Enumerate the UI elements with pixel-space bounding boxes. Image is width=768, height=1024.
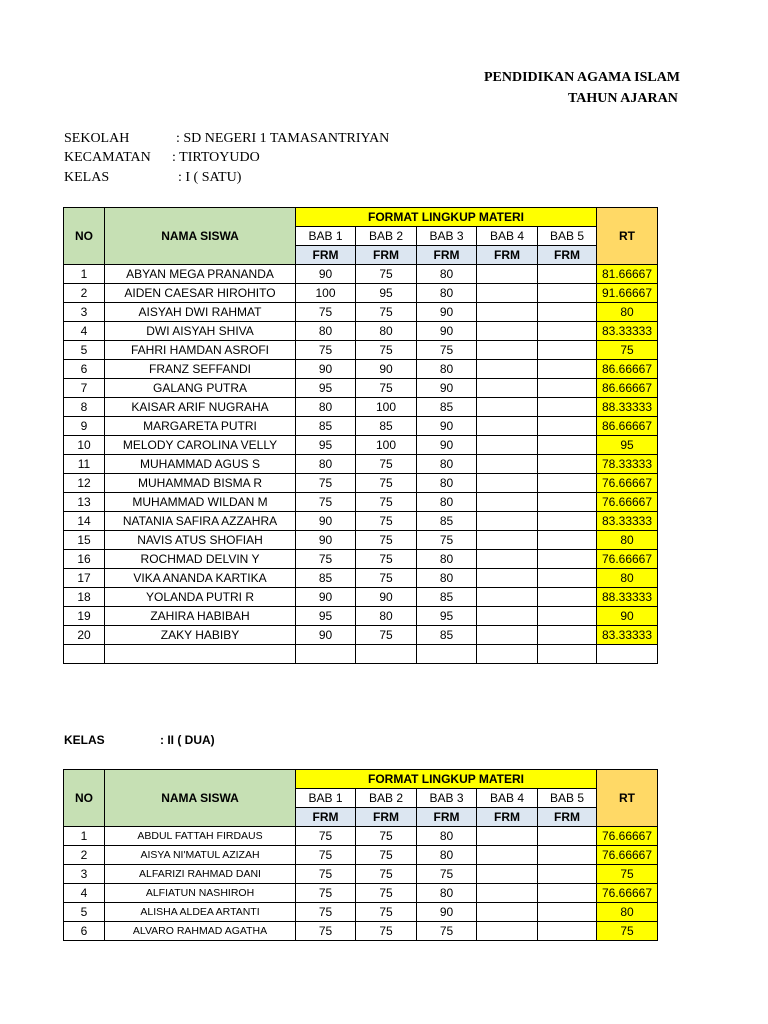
cell-rt: 88.33333 <box>597 398 658 417</box>
cell-bab-5 <box>538 265 597 284</box>
cell-bab-1: 90 <box>296 531 356 550</box>
cell-bab-3: 80 <box>417 884 477 903</box>
cell-bab-3: 80 <box>417 846 477 865</box>
cell-bab-5 <box>538 645 597 664</box>
cell-bab-3: 95 <box>417 607 477 626</box>
table-row <box>64 626 658 645</box>
cell-bab-5 <box>538 884 597 903</box>
cell-nama: ALISHA ALDEA ARTANTI <box>105 903 296 922</box>
cell-bab-4 <box>477 550 538 569</box>
cell-bab-2: 75 <box>356 303 417 322</box>
cell-bab-1: 90 <box>296 512 356 531</box>
table-row <box>64 903 658 922</box>
table-row <box>64 922 658 941</box>
cell-bab-4 <box>477 455 538 474</box>
cell-no: 2 <box>64 284 105 303</box>
cell-bab-3: 80 <box>417 827 477 846</box>
cell-no: 5 <box>64 341 105 360</box>
cell-nama: MUHAMMAD AGUS S <box>105 455 296 474</box>
header-bab-5: BAB 5 <box>538 227 597 246</box>
table-row <box>64 360 658 379</box>
header-bab-2: BAB 2 <box>356 227 417 246</box>
cell-no <box>64 645 105 664</box>
table-row <box>64 827 658 846</box>
cell-bab-2: 75 <box>356 827 417 846</box>
cell-nama: VIKA ANANDA KARTIKA <box>105 569 296 588</box>
cell-no: 17 <box>64 569 105 588</box>
cell-rt: 91.66667 <box>597 284 658 303</box>
cell-bab-2: 100 <box>356 436 417 455</box>
cell-bab-5 <box>538 903 597 922</box>
cell-nama: FAHRI HAMDAN ASROFI <box>105 341 296 360</box>
cell-rt: 86.66667 <box>597 379 658 398</box>
cell-bab-4 <box>477 531 538 550</box>
cell-bab-3: 80 <box>417 493 477 512</box>
cell-bab-5 <box>538 588 597 607</box>
cell-rt: 86.66667 <box>597 417 658 436</box>
cell-bab-4 <box>477 827 538 846</box>
cell-bab-2: 75 <box>356 341 417 360</box>
cell-no: 16 <box>64 550 105 569</box>
cell-nama: GALANG PUTRA <box>105 379 296 398</box>
cell-bab-1: 90 <box>296 588 356 607</box>
cell-bab-2: 75 <box>356 512 417 531</box>
cell-rt: 83.33333 <box>597 626 658 645</box>
table-row <box>64 884 658 903</box>
cell-bab-1: 75 <box>296 474 356 493</box>
cell-bab-4 <box>477 645 538 664</box>
cell-no: 1 <box>64 827 105 846</box>
cell-bab-2: 75 <box>356 569 417 588</box>
cell-bab-5 <box>538 922 597 941</box>
table-row <box>64 341 658 360</box>
cell-bab-5 <box>538 398 597 417</box>
cell-bab-5 <box>538 607 597 626</box>
cell-bab-2: 75 <box>356 474 417 493</box>
cell-bab-4 <box>477 436 538 455</box>
cell-no: 12 <box>64 474 105 493</box>
header-bab-3: BAB 3 <box>417 227 477 246</box>
table-row <box>64 303 658 322</box>
table-row <box>64 474 658 493</box>
cell-bab-4 <box>477 322 538 341</box>
header-bab-4: BAB 4 <box>477 227 538 246</box>
cell-bab-5 <box>538 846 597 865</box>
cell-bab-2: 95 <box>356 284 417 303</box>
cell-bab-1: 75 <box>296 903 356 922</box>
cell-bab-5 <box>538 379 597 398</box>
cell-nama: ZAHIRA HABIBAH <box>105 607 296 626</box>
cell-bab-3: 80 <box>417 360 477 379</box>
cell-bab-4 <box>477 474 538 493</box>
cell-bab-3: 80 <box>417 569 477 588</box>
cell-bab-4 <box>477 398 538 417</box>
cell-bab-5 <box>538 474 597 493</box>
cell-nama: ABYAN MEGA PRANANDA <box>105 265 296 284</box>
cell-rt: 80 <box>597 303 658 322</box>
cell-bab-1: 85 <box>296 417 356 436</box>
cell-rt: 83.33333 <box>597 322 658 341</box>
header-nama-siswa: NAMA SISWA <box>105 770 296 827</box>
cell-nama: ALVARO RAHMAD AGATHA <box>105 922 296 941</box>
header-format-lingkup: FORMAT LINGKUP MATERI <box>296 770 597 789</box>
header-no: NO <box>64 770 105 827</box>
cell-rt: 76.66667 <box>597 550 658 569</box>
cell-bab-3: 80 <box>417 550 477 569</box>
cell-bab-1: 75 <box>296 865 356 884</box>
cell-bab-4 <box>477 922 538 941</box>
cell-bab-4 <box>477 884 538 903</box>
cell-bab-2: 75 <box>356 846 417 865</box>
cell-bab-1: 75 <box>296 884 356 903</box>
cell-bab-2: 75 <box>356 884 417 903</box>
cell-bab-3: 80 <box>417 265 477 284</box>
cell-bab-2: 90 <box>356 588 417 607</box>
header-format-lingkup: FORMAT LINGKUP MATERI <box>296 208 597 227</box>
cell-rt: 86.66667 <box>597 360 658 379</box>
header-frm: FRM <box>296 808 356 827</box>
cell-nama: KAISAR ARIF NUGRAHA <box>105 398 296 417</box>
kecamatan-label: KECAMATAN <box>64 150 151 165</box>
cell-bab-5 <box>538 417 597 436</box>
cell-nama: NATANIA SAFIRA AZZAHRA <box>105 512 296 531</box>
cell-bab-1: 75 <box>296 550 356 569</box>
cell-nama: ALFIATUN NASHIROH <box>105 884 296 903</box>
grade-table-kelas-1 <box>63 207 658 664</box>
cell-rt: 76.66667 <box>597 474 658 493</box>
cell-rt: 80 <box>597 569 658 588</box>
cell-bab-4 <box>477 303 538 322</box>
cell-bab-1: 75 <box>296 846 356 865</box>
cell-rt: 76.66667 <box>597 493 658 512</box>
cell-bab-3: 85 <box>417 398 477 417</box>
cell-no: 3 <box>64 865 105 884</box>
cell-bab-5 <box>538 550 597 569</box>
cell-no: 13 <box>64 493 105 512</box>
cell-bab-3: 80 <box>417 455 477 474</box>
cell-bab-4 <box>477 417 538 436</box>
cell-no: 7 <box>64 379 105 398</box>
table-row <box>64 493 658 512</box>
cell-bab-2: 100 <box>356 398 417 417</box>
table-body <box>64 208 658 664</box>
cell-nama: NAVIS ATUS SHOFIAH <box>105 531 296 550</box>
cell-rt: 76.66667 <box>597 846 658 865</box>
cell-bab-5 <box>538 512 597 531</box>
cell-rt: 81.66667 <box>597 265 658 284</box>
cell-no: 20 <box>64 626 105 645</box>
header-frm: FRM <box>477 246 538 265</box>
cell-bab-3: 85 <box>417 626 477 645</box>
cell-bab-4 <box>477 846 538 865</box>
grade-table-kelas-2 <box>63 769 658 941</box>
table-row <box>64 284 658 303</box>
header-bab-4: BAB 4 <box>477 789 538 808</box>
cell-bab-4 <box>477 284 538 303</box>
cell-bab-4 <box>477 360 538 379</box>
cell-bab-1: 85 <box>296 569 356 588</box>
cell-bab-5 <box>538 569 597 588</box>
cell-bab-4 <box>477 865 538 884</box>
table-row <box>64 436 658 455</box>
cell-no: 6 <box>64 360 105 379</box>
header-rt: RT <box>597 208 658 265</box>
cell-nama: ROCHMAD DELVIN Y <box>105 550 296 569</box>
cell-bab-3 <box>417 645 477 664</box>
document-subtitle: TAHUN AJARAN <box>568 91 678 106</box>
cell-rt: 80 <box>597 903 658 922</box>
cell-bab-4 <box>477 341 538 360</box>
cell-bab-5 <box>538 322 597 341</box>
cell-bab-1: 75 <box>296 827 356 846</box>
cell-bab-3: 75 <box>417 922 477 941</box>
cell-bab-3: 90 <box>417 303 477 322</box>
cell-bab-2: 85 <box>356 417 417 436</box>
cell-bab-3: 80 <box>417 474 477 493</box>
cell-bab-2: 80 <box>356 322 417 341</box>
cell-bab-1: 80 <box>296 455 356 474</box>
cell-no: 15 <box>64 531 105 550</box>
cell-no: 2 <box>64 846 105 865</box>
cell-bab-5 <box>538 436 597 455</box>
cell-no: 1 <box>64 265 105 284</box>
cell-rt: 75 <box>597 341 658 360</box>
cell-bab-1: 90 <box>296 626 356 645</box>
cell-bab-4 <box>477 265 538 284</box>
cell-bab-2: 75 <box>356 550 417 569</box>
cell-rt <box>597 645 658 664</box>
cell-rt: 83.33333 <box>597 512 658 531</box>
cell-bab-1: 90 <box>296 360 356 379</box>
cell-bab-4 <box>477 512 538 531</box>
cell-bab-2: 80 <box>356 607 417 626</box>
cell-no: 3 <box>64 303 105 322</box>
cell-bab-4 <box>477 379 538 398</box>
kelas-2-label: KELAS <box>64 733 105 747</box>
sekolah-label: SEKOLAH <box>64 131 130 146</box>
kelas-value: : I ( SATU) <box>178 170 242 185</box>
cell-bab-3: 85 <box>417 512 477 531</box>
cell-bab-3: 90 <box>417 436 477 455</box>
cell-bab-1: 100 <box>296 284 356 303</box>
header-no: NO <box>64 208 105 265</box>
table-row <box>64 417 658 436</box>
cell-bab-4 <box>477 493 538 512</box>
table-row <box>64 398 658 417</box>
cell-rt: 75 <box>597 865 658 884</box>
cell-nama: MELODY CAROLINA VELLY <box>105 436 296 455</box>
cell-nama: AISYA NI'MATUL AZIZAH <box>105 846 296 865</box>
cell-bab-5 <box>538 865 597 884</box>
kecamatan-value: : TIRTOYUDO <box>172 150 260 165</box>
header-frm: FRM <box>356 808 417 827</box>
cell-bab-5 <box>538 341 597 360</box>
header-bab-1: BAB 1 <box>296 227 356 246</box>
cell-nama: MUHAMMAD BISMA R <box>105 474 296 493</box>
cell-no: 18 <box>64 588 105 607</box>
cell-bab-2: 75 <box>356 531 417 550</box>
table-row <box>64 550 658 569</box>
cell-nama <box>105 645 296 664</box>
header-bab-2: BAB 2 <box>356 789 417 808</box>
cell-bab-1: 75 <box>296 493 356 512</box>
cell-no: 19 <box>64 607 105 626</box>
header-frm: FRM <box>417 808 477 827</box>
header-frm: FRM <box>356 246 417 265</box>
cell-rt: 95 <box>597 436 658 455</box>
cell-nama: DWI AISYAH SHIVA <box>105 322 296 341</box>
cell-bab-3: 80 <box>417 284 477 303</box>
cell-no: 10 <box>64 436 105 455</box>
cell-bab-1: 80 <box>296 322 356 341</box>
cell-bab-3: 75 <box>417 341 477 360</box>
cell-bab-2: 75 <box>356 379 417 398</box>
table-row <box>64 379 658 398</box>
cell-nama: AISYAH DWI RAHMAT <box>105 303 296 322</box>
cell-nama: MARGARETA PUTRI <box>105 417 296 436</box>
cell-bab-5 <box>538 493 597 512</box>
table-row <box>64 846 658 865</box>
table-body <box>64 770 658 941</box>
cell-no: 8 <box>64 398 105 417</box>
header-bab-3: BAB 3 <box>417 789 477 808</box>
cell-bab-2: 75 <box>356 865 417 884</box>
table-row <box>64 322 658 341</box>
cell-bab-3: 90 <box>417 417 477 436</box>
cell-bab-1: 75 <box>296 341 356 360</box>
cell-bab-1: 75 <box>296 303 356 322</box>
cell-no: 11 <box>64 455 105 474</box>
sekolah-value: : SD NEGERI 1 TAMASANTRIYAN <box>176 131 390 146</box>
table-row <box>64 865 658 884</box>
header-frm: FRM <box>538 808 597 827</box>
cell-bab-5 <box>538 531 597 550</box>
cell-bab-3: 75 <box>417 531 477 550</box>
kelas-2-row <box>64 733 215 747</box>
cell-no: 5 <box>64 903 105 922</box>
cell-bab-1: 95 <box>296 379 356 398</box>
cell-bab-1: 95 <box>296 607 356 626</box>
cell-nama: FRANZ SEFFANDI <box>105 360 296 379</box>
header-frm: FRM <box>538 246 597 265</box>
cell-rt: 88.33333 <box>597 588 658 607</box>
cell-bab-4 <box>477 607 538 626</box>
cell-bab-2: 75 <box>356 903 417 922</box>
cell-bab-4 <box>477 903 538 922</box>
cell-bab-1: 75 <box>296 922 356 941</box>
cell-bab-1: 90 <box>296 265 356 284</box>
document-title: PENDIDIKAN AGAMA ISLAM <box>484 70 681 85</box>
header-frm: FRM <box>296 246 356 265</box>
table-row <box>64 512 658 531</box>
cell-bab-2 <box>356 645 417 664</box>
table-row <box>64 645 658 664</box>
cell-rt: 75 <box>597 922 658 941</box>
cell-bab-3: 90 <box>417 903 477 922</box>
header-frm: FRM <box>417 246 477 265</box>
header-nama-siswa: NAMA SISWA <box>105 208 296 265</box>
cell-bab-5 <box>538 303 597 322</box>
table-row <box>64 569 658 588</box>
cell-nama: YOLANDA PUTRI R <box>105 588 296 607</box>
cell-bab-5 <box>538 626 597 645</box>
cell-bab-5 <box>538 284 597 303</box>
kelas-label: KELAS <box>64 170 110 185</box>
cell-bab-2: 75 <box>356 922 417 941</box>
cell-rt: 78.33333 <box>597 455 658 474</box>
cell-bab-3: 85 <box>417 588 477 607</box>
header-bab-1: BAB 1 <box>296 789 356 808</box>
cell-nama: AIDEN CAESAR HIROHITO <box>105 284 296 303</box>
cell-rt: 90 <box>597 607 658 626</box>
cell-bab-1: 95 <box>296 436 356 455</box>
cell-nama: ZAKY HABIBY <box>105 626 296 645</box>
cell-bab-3: 75 <box>417 865 477 884</box>
table-row <box>64 265 658 284</box>
cell-rt: 76.66667 <box>597 884 658 903</box>
cell-no: 9 <box>64 417 105 436</box>
cell-bab-3: 90 <box>417 322 477 341</box>
cell-no: 14 <box>64 512 105 531</box>
cell-nama: MUHAMMAD WILDAN M <box>105 493 296 512</box>
cell-bab-4 <box>477 588 538 607</box>
cell-nama: ABDUL FATTAH FIRDAUS <box>105 827 296 846</box>
cell-bab-2: 75 <box>356 455 417 474</box>
cell-bab-2: 75 <box>356 265 417 284</box>
cell-bab-2: 75 <box>356 493 417 512</box>
cell-rt: 80 <box>597 531 658 550</box>
cell-bab-1: 80 <box>296 398 356 417</box>
cell-bab-5 <box>538 827 597 846</box>
cell-rt: 76.66667 <box>597 827 658 846</box>
cell-no: 6 <box>64 922 105 941</box>
cell-bab-4 <box>477 626 538 645</box>
cell-bab-4 <box>477 569 538 588</box>
cell-no: 4 <box>64 884 105 903</box>
cell-bab-3: 90 <box>417 379 477 398</box>
cell-bab-2: 75 <box>356 626 417 645</box>
table-row <box>64 607 658 626</box>
header-bab-5: BAB 5 <box>538 789 597 808</box>
cell-no: 4 <box>64 322 105 341</box>
table-row <box>64 531 658 550</box>
table-row <box>64 588 658 607</box>
cell-bab-2: 90 <box>356 360 417 379</box>
cell-bab-5 <box>538 455 597 474</box>
cell-bab-1 <box>296 645 356 664</box>
header-frm: FRM <box>477 808 538 827</box>
header-rt: RT <box>597 770 658 827</box>
cell-nama: ALFARIZI RAHMAD DANI <box>105 865 296 884</box>
cell-bab-5 <box>538 360 597 379</box>
table-row <box>64 455 658 474</box>
kelas-2-value: : II ( DUA) <box>160 733 215 747</box>
